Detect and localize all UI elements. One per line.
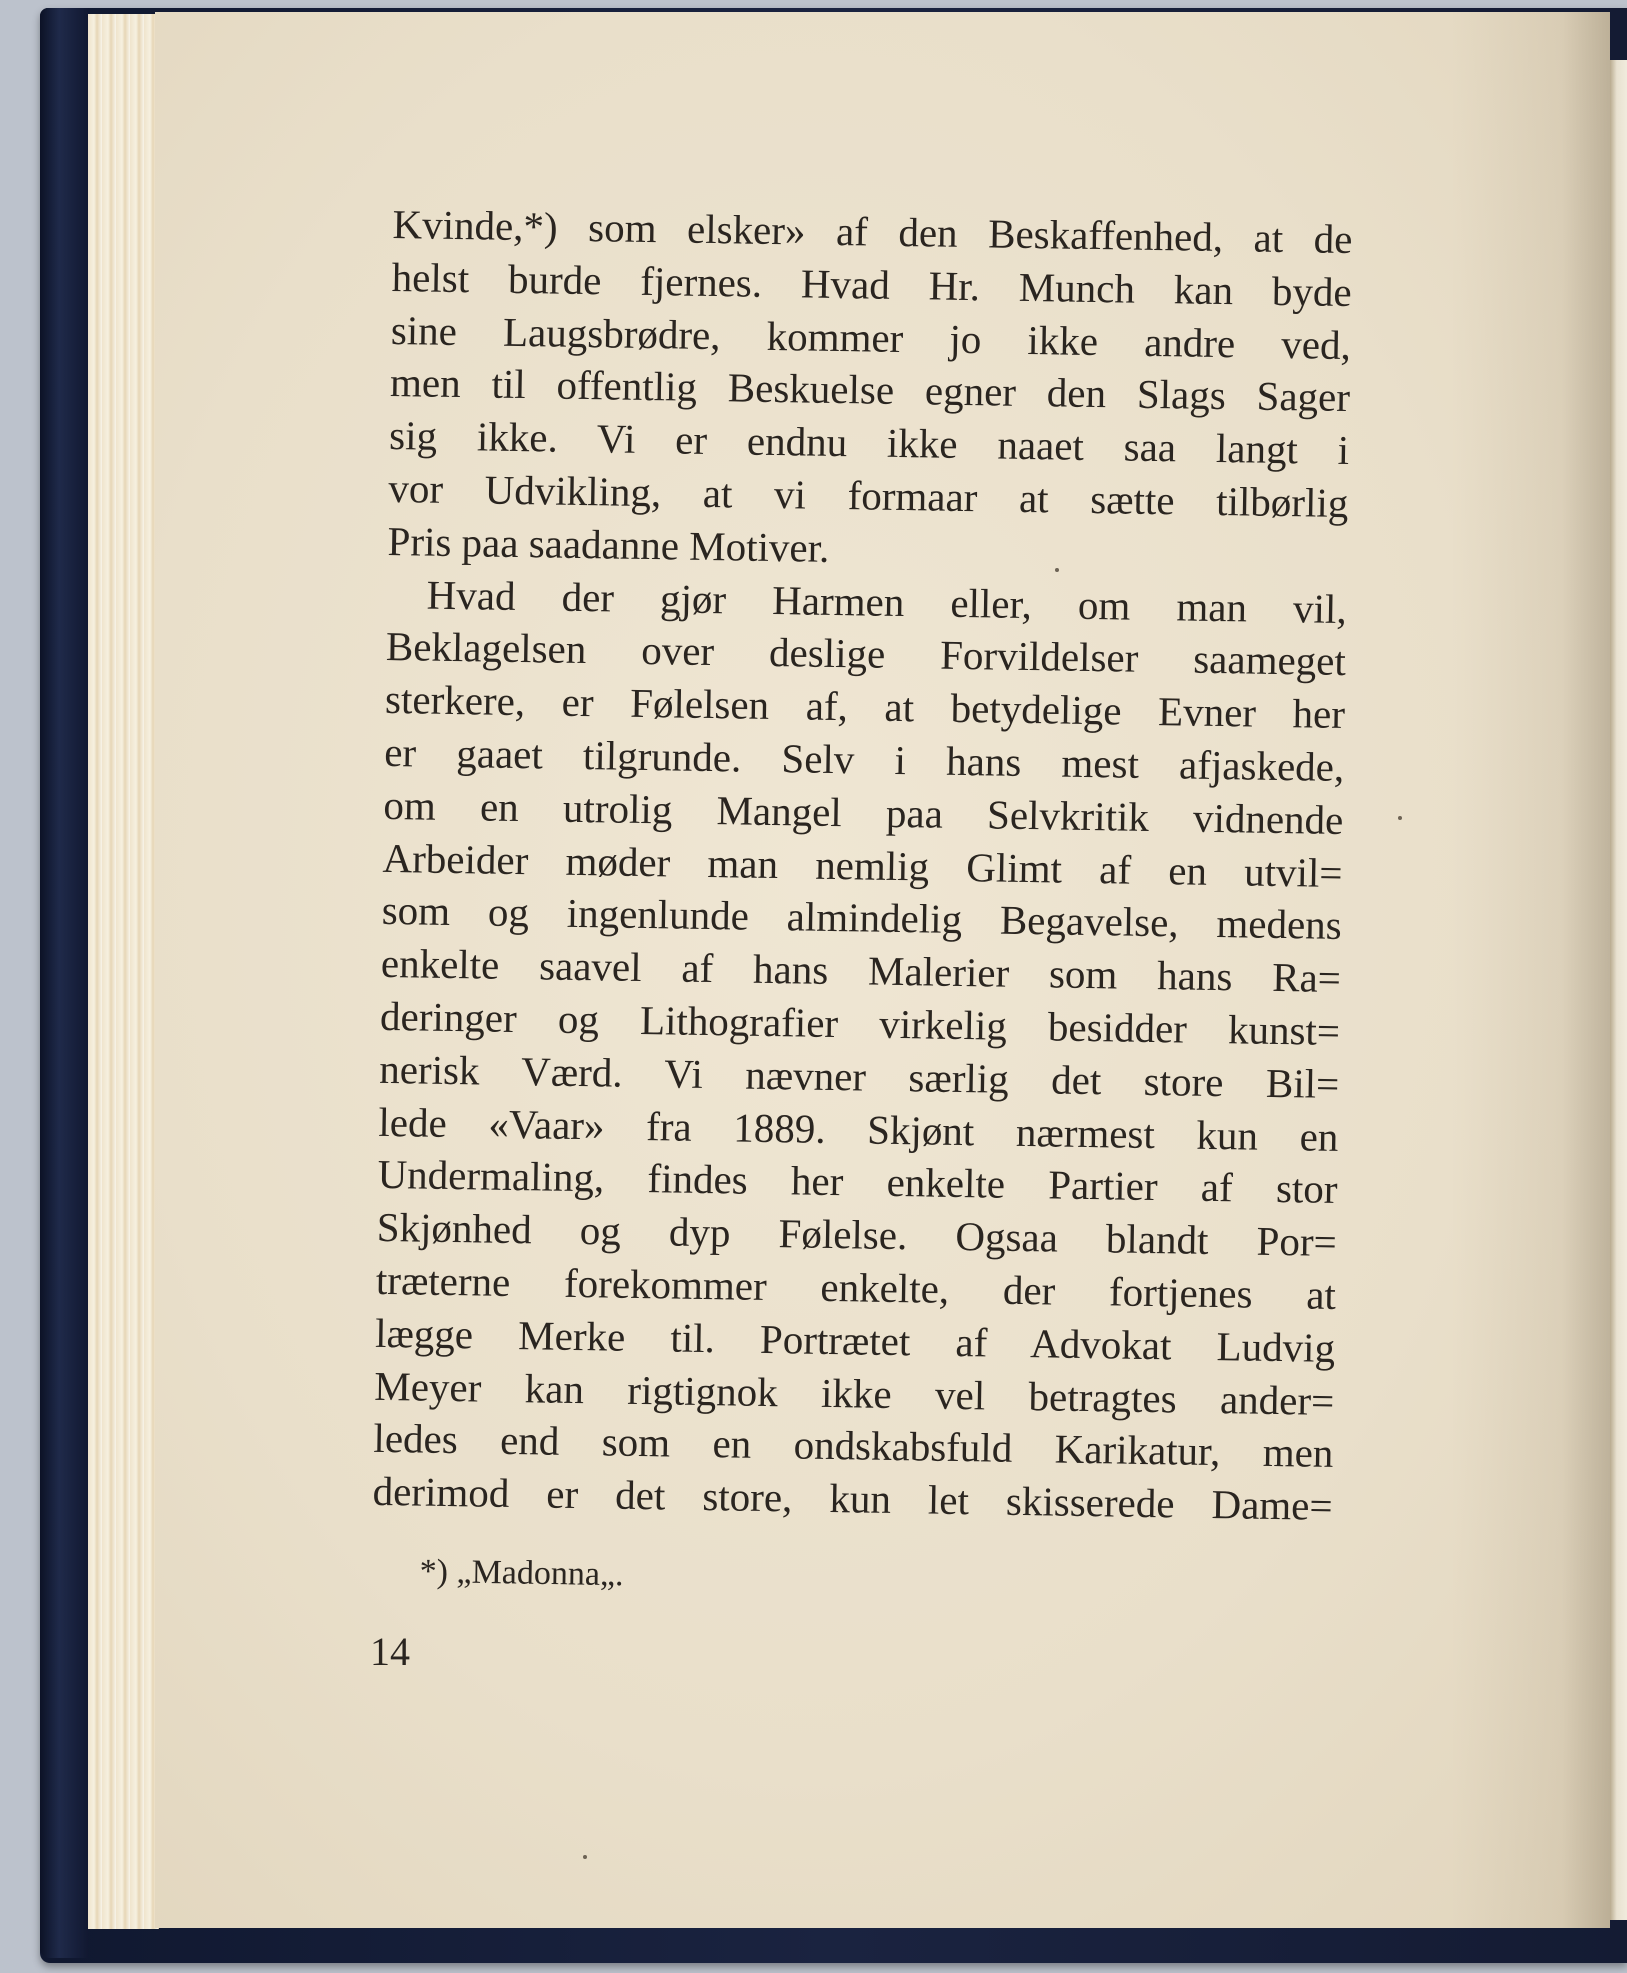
book-spine xyxy=(40,8,88,1958)
page-number: 14 xyxy=(370,1629,410,1674)
text-line: som og ingenlunde almindelig Begavelse, medens xyxy=(381,887,1343,949)
text-line: sig ikke. Vi er endnu ikke naaet saa langt i xyxy=(388,412,1350,474)
facing-page-edge xyxy=(1610,60,1627,1920)
text-line: nerisk Værd. Vi nævner særlig det store Bil= xyxy=(378,1045,1340,1107)
footnote: *) „Madonna„. xyxy=(419,1553,624,1594)
text-line: lede «Vaar» fra 1889. Skjønt nærmest kun en xyxy=(378,1098,1339,1160)
text-line: ledes end som en ondskabsfuld Karikatur, men xyxy=(373,1415,1334,1477)
text-line: derimod er det store, kun let skisserede Dame= xyxy=(372,1467,1333,1530)
body-text xyxy=(372,198,1353,1533)
text-line: Skjønhed og dyp Følelse. Ogsaa blandt Por= xyxy=(376,1204,1338,1266)
text-line: træterne forekommer enkelte, der fortjenes at xyxy=(375,1256,1337,1318)
text-line: om en utrolig Mangel paa Selvkritik vidnende xyxy=(383,781,1344,843)
text-line: vor Udvikling, at vi formaar at sætte tilbørlig xyxy=(388,464,1349,527)
text-line: Undermaling, findes her enkelte Partier af stor xyxy=(377,1151,1338,1213)
text-line: er gaaet tilgrunde. Selv i hans mest afjaskede, xyxy=(383,728,1345,790)
text-line: Meyer kan rigtignok ikke vel betragtes ander= xyxy=(373,1362,1335,1424)
text-line: lægge Merke til. Portrætet af Advokat Ludvig xyxy=(374,1309,1336,1371)
paper-speck xyxy=(1398,816,1402,820)
page-stack-edges xyxy=(88,14,159,1929)
text-line: sine Laugsbrødre, kommer jo ikke andre ved, xyxy=(390,306,1352,368)
text-line: men til offentlig Beskuelse egner den Slags Sager xyxy=(389,359,1351,421)
paper-speck xyxy=(583,1855,587,1859)
text-line: enkelte saavel af hans Malerier som hans Ra= xyxy=(380,940,1342,1002)
text-line: sterkere, er Følelsen af, at betydelige Evner her xyxy=(384,676,1346,738)
text-line: Arbeider møder man nemlig Glimt af en utvil= xyxy=(382,834,1343,896)
text-line: Pris paa saadanne Motiver. xyxy=(387,517,830,571)
text-line: helst burde fjernes. Hvad Hr. Munch kan byde xyxy=(391,253,1353,315)
text-line: deringer og Lithografier virkelig besidder kunst= xyxy=(379,992,1341,1054)
page-gutter-shadow xyxy=(1450,12,1610,1928)
text-line: Hvad der gjør Harmen eller, om man vil, xyxy=(426,571,1348,632)
text-line: Beklagelsen over deslige Forvildelser saameget xyxy=(385,623,1347,685)
text-line: Kvinde,*) som elsker» af den Beskaffenhed, at de xyxy=(392,200,1353,263)
